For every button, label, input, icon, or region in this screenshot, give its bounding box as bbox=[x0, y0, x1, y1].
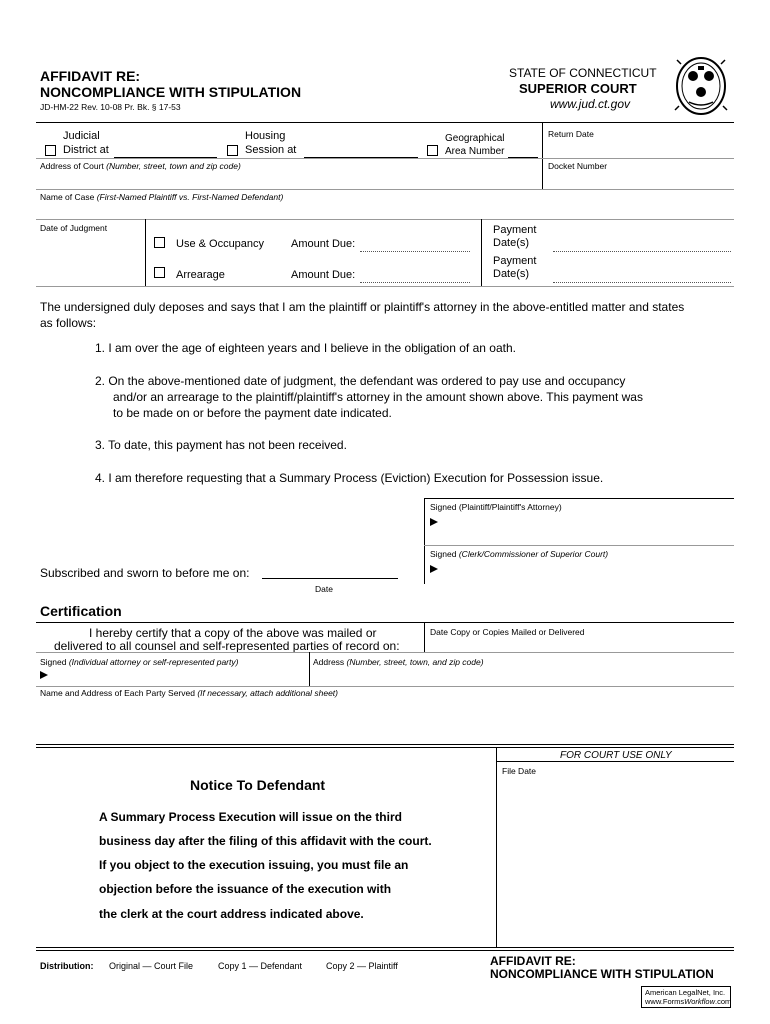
date-mailed-field[interactable] bbox=[430, 638, 730, 651]
subscribed-sworn-label: Subscribed and sworn to before me on: bbox=[40, 566, 250, 580]
geo-label-line1: Geographical bbox=[445, 133, 505, 144]
notice-line4: objection before the issuance of the execution with bbox=[99, 882, 392, 896]
distribution-label: Distribution: bbox=[40, 961, 94, 971]
amount-due-label-1: Amount Due: bbox=[291, 238, 356, 250]
housing-label-line1: Housing bbox=[245, 130, 286, 142]
sign-here-arrow-icon bbox=[430, 565, 438, 573]
file-date-label: File Date bbox=[502, 766, 537, 776]
return-date-label: Return Date bbox=[548, 129, 594, 139]
court-use-only-label: FOR COURT USE ONLY bbox=[560, 750, 672, 761]
publisher-url[interactable]: www.FormsWorkflow.com bbox=[645, 997, 732, 1006]
geo-area-checkbox[interactable] bbox=[427, 145, 438, 156]
affidavit-intro-line2: as follows: bbox=[40, 316, 97, 330]
cert-address-field[interactable] bbox=[313, 668, 731, 684]
judicial-label-line1: Judicial bbox=[63, 130, 100, 142]
signed-clerk-label: Signed (Clerk/Commissioner of Superior Court) bbox=[430, 549, 609, 559]
use-occupancy-checkbox[interactable] bbox=[154, 237, 165, 248]
sign-here-arrow-icon bbox=[430, 518, 438, 526]
payment-date-label-2a: Payment bbox=[493, 255, 537, 267]
housing-label-line2: Session at bbox=[245, 144, 297, 156]
state-name: STATE OF CONNECTICUT bbox=[509, 66, 657, 80]
payment-date-label-1a: Payment bbox=[493, 224, 537, 236]
amount-due-field-1[interactable] bbox=[360, 251, 470, 252]
sworn-date-label: Date bbox=[315, 584, 333, 594]
notice-line3: If you object to the execution issuing, you must file an bbox=[99, 858, 409, 872]
notice-heading: Notice To Defendant bbox=[190, 777, 326, 793]
certification-text-line1: I hereby certify that a copy of the above was mailed or bbox=[89, 626, 377, 640]
notice-line2: business day after the filing of this affidavit with the court. bbox=[99, 834, 432, 848]
date-of-judgment-label: Date of Judgment bbox=[40, 223, 108, 233]
distribution-copy2: Copy 2 — Plaintiff bbox=[326, 961, 398, 971]
geo-label-line2: Area Number bbox=[445, 146, 505, 157]
judicial-label-line2: District at bbox=[63, 144, 109, 156]
amount-due-label-2: Amount Due: bbox=[291, 269, 356, 281]
cert-signed-label: Signed (Individual attorney or self-represented party) bbox=[40, 657, 239, 667]
payment-date-field-2[interactable] bbox=[553, 282, 731, 283]
form-title-line2: NONCOMPLIANCE WITH STIPULATION bbox=[40, 84, 302, 100]
form-title-line1: AFFIDAVIT RE: bbox=[40, 68, 141, 84]
judicial-district-checkbox[interactable] bbox=[45, 145, 56, 156]
address-of-court-label: Address of Court (Number, street, town and zip code) bbox=[40, 161, 241, 171]
certification-text-line2: delivered to all counsel and self-represented parties of record on: bbox=[54, 639, 400, 653]
footer-title-line2: NONCOMPLIANCE WITH STIPULATION bbox=[490, 967, 714, 981]
cert-signature-field[interactable] bbox=[52, 667, 306, 684]
date-mailed-label: Date Copy or Copies Mailed or Delivered bbox=[430, 627, 585, 637]
distribution-original: Original — Court File bbox=[109, 961, 194, 971]
signed-plaintiff-label: Signed (Plaintiff/Plaintiff's Attorney) bbox=[430, 502, 562, 512]
affidavit-item-4: 4. I am therefore requesting that a Summary Process (Eviction) Execution for Possession issue. bbox=[95, 471, 604, 485]
publisher-name: American LegalNet, Inc. bbox=[645, 988, 726, 997]
affidavit-item-2-line2: and/or an arrearage to the plaintiff/plaintiff's attorney in the amount shown above. This payment was bbox=[113, 390, 643, 404]
certification-heading: Certification bbox=[40, 603, 122, 619]
parties-served-field[interactable] bbox=[40, 700, 730, 740]
connecticut-seal-icon bbox=[673, 54, 729, 118]
distribution-copy1: Copy 1 — Defendant bbox=[218, 961, 303, 971]
payment-date-field-1[interactable] bbox=[553, 251, 731, 252]
footer-title-line1: AFFIDAVIT RE: bbox=[490, 954, 576, 968]
sworn-date-field[interactable] bbox=[262, 578, 398, 579]
affidavit-intro-line1: The undersigned duly deposes and says that I am the plaintiff or plaintiff's attorney in the above-entitled matter and states bbox=[40, 300, 685, 314]
affidavit-item-3: 3. To date, this payment has not been received. bbox=[95, 438, 347, 452]
publisher-badge bbox=[641, 986, 731, 1008]
housing-session-checkbox[interactable] bbox=[227, 145, 238, 156]
court-website[interactable]: www.jud.ct.gov bbox=[550, 97, 631, 111]
case-name-label: Name of Case (First-Named Plaintiff vs. First-Named Defendant) bbox=[40, 192, 284, 202]
affidavit-item-2-line3: to be made on or before the payment date indicated. bbox=[113, 406, 392, 420]
docket-number-label: Docket Number bbox=[548, 161, 608, 171]
payment-date-label-2b: Date(s) bbox=[493, 268, 530, 280]
use-occupancy-label: Use & Occupancy bbox=[176, 238, 265, 250]
cert-address-label: Address (Number, street, town, and zip code) bbox=[313, 657, 484, 667]
affidavit-item-2-line1: 2. On the above-mentioned date of judgment, the defendant was ordered to pay use and occupancy bbox=[95, 374, 626, 388]
plaintiff-signature-field[interactable] bbox=[442, 512, 732, 534]
arrearage-checkbox[interactable] bbox=[154, 267, 165, 278]
notice-line1: A Summary Process Execution will issue on the third bbox=[99, 810, 402, 824]
arrearage-label: Arrearage bbox=[176, 269, 225, 281]
affidavit-item-1: 1. I am over the age of eighteen years and I believe in the obligation of an oath. bbox=[95, 341, 516, 355]
payment-date-label-1b: Date(s) bbox=[493, 237, 530, 249]
notice-line5: the clerk at the court address indicated above. bbox=[99, 907, 364, 921]
clerk-signature-field[interactable] bbox=[442, 559, 732, 581]
amount-due-field-2[interactable] bbox=[360, 282, 470, 283]
form-number: JD-HM-22 Rev. 10-08 Pr. Bk. § 17-53 bbox=[40, 102, 181, 112]
sign-here-arrow-icon bbox=[40, 671, 48, 679]
parties-served-label: Name and Address of Each Party Served (If necessary, attach additional sheet) bbox=[40, 688, 338, 698]
court-name: SUPERIOR COURT bbox=[519, 81, 637, 96]
